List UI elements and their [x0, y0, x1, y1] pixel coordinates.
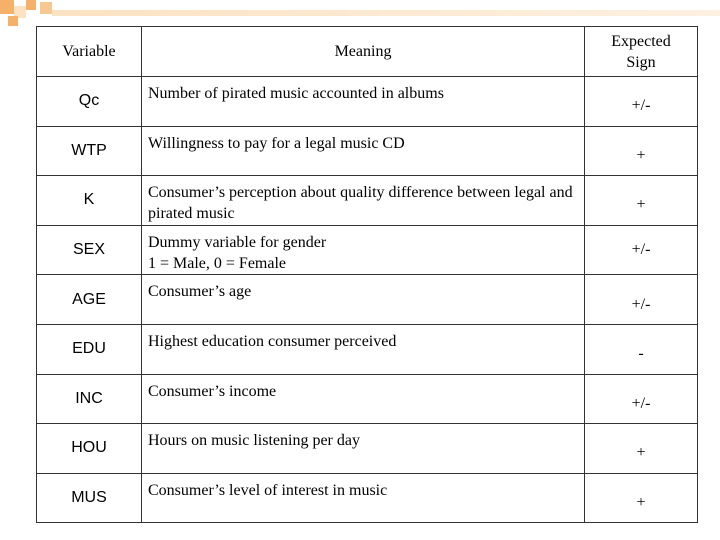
- table-row: [37, 77, 698, 127]
- cell-meaning: Highest education consumer perceived: [142, 324, 585, 374]
- cell-sign: [585, 126, 698, 176]
- decor-square: [26, 0, 36, 10]
- sign-text: +: [636, 146, 646, 164]
- table-row: [37, 424, 698, 474]
- cell-variable: INC: [37, 374, 142, 424]
- cell-meaning: Consumer’s income: [142, 374, 585, 424]
- cell-meaning: Hours on music listening per day: [142, 424, 585, 474]
- sign-text: +/-: [631, 241, 651, 259]
- cell-variable: SEX: [37, 225, 142, 275]
- meaning-line-2: 1 = Male, 0 = Female: [148, 254, 287, 272]
- header-expected-sign: [585, 27, 698, 77]
- table-row: [37, 374, 698, 424]
- cell-sign: [585, 77, 698, 127]
- table-row: [37, 324, 698, 374]
- table-row: [37, 275, 698, 325]
- cell-sign: [585, 225, 698, 275]
- cell-meaning: Consumer’s level of interest in music: [142, 473, 585, 523]
- cell-meaning: Consumer’s perception about quality difference between legal and pirated music: [142, 176, 585, 226]
- meaning-line-1: Dummy variable for gender: [148, 233, 327, 251]
- variables-table: [36, 26, 698, 523]
- decor-bar: [52, 10, 720, 16]
- cell-variable: HOU: [37, 424, 142, 474]
- sign-text: -: [638, 345, 644, 363]
- sign-text: +: [636, 196, 646, 214]
- cell-sign: [585, 424, 698, 474]
- cell-meaning: Consumer’s age: [142, 275, 585, 325]
- table-header-row: [37, 27, 698, 77]
- cell-sign: [585, 324, 698, 374]
- cell-variable: K: [37, 176, 142, 226]
- cell-variable: MUS: [37, 473, 142, 523]
- header-variable: Variable: [37, 27, 142, 77]
- cell-variable: WTP: [37, 126, 142, 176]
- table-row: [37, 473, 698, 523]
- cell-sign: [585, 275, 698, 325]
- table-row: [37, 126, 698, 176]
- cell-meaning: Number of pirated music accounted in albums: [142, 77, 585, 127]
- cell-sign: [585, 176, 698, 226]
- cell-variable: Qc: [37, 77, 142, 127]
- decor-square: [8, 16, 18, 26]
- sign-text: +/-: [631, 295, 651, 313]
- table-row: [37, 176, 698, 226]
- sign-text: +/-: [631, 97, 651, 115]
- decor-square: [40, 2, 52, 14]
- cell-variable: AGE: [37, 275, 142, 325]
- sign-text: +/-: [631, 394, 651, 412]
- decor-square: [0, 0, 14, 14]
- header-meaning: Meaning: [142, 27, 585, 77]
- header-expected-sign-text: Expected Sign: [611, 32, 671, 71]
- cell-sign: [585, 374, 698, 424]
- sign-text: +: [636, 444, 646, 462]
- sign-text: +: [636, 494, 646, 512]
- cell-variable: EDU: [37, 324, 142, 374]
- cell-sign: [585, 473, 698, 523]
- cell-meaning: Willingness to pay for a legal music CD: [142, 126, 585, 176]
- table-row: [37, 225, 698, 275]
- cell-meaning: [142, 225, 585, 275]
